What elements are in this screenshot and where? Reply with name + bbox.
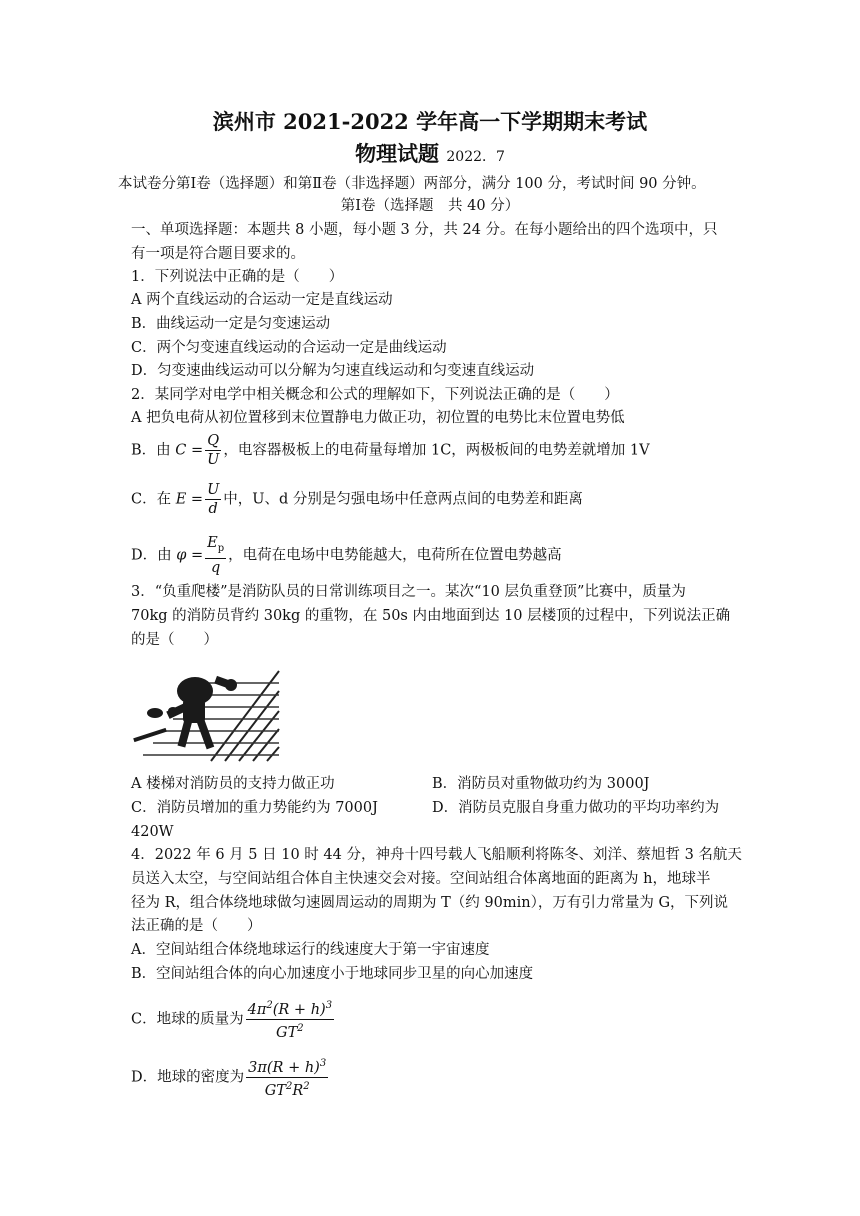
q1-option-a: A 两个直线运动的合运动一定是直线运动 — [131, 292, 393, 308]
q3-option-d-continued: 420W — [131, 824, 174, 840]
exam-title: 滨州市 2021-2022 学年高一下学期期末考试 — [212, 109, 648, 134]
q4-option-d — [131, 1055, 330, 1100]
formula-capacitance: C = — [175, 442, 204, 459]
q2-option-d-text: ，电荷在电场中电势能越大，电荷所在位置电势越高 — [228, 547, 562, 564]
q1-option-b: B．曲线运动一定是匀变速运动 — [131, 316, 331, 332]
q4-stem-line2: 员送入太空，与空间站组合体自主快速交会对接。空间站组合体离地面的距离为 h，地球半 — [131, 871, 711, 887]
q3-stem-line2: 70kg 的消防员背约 30kg 的重物，在 50s 内由地面到达 10 层楼顶的过程中，下列说法正确 — [131, 608, 731, 624]
q3-stem-line1: 3．“负重爬楼”是消防队员的日常训练项目之一。某次“10 层负重登顶”比赛中，质量为 — [131, 584, 686, 600]
q3-option-d: D．消防员克服自身重力做功的平均功率约为 — [432, 800, 720, 816]
q4-stem-line4: 法正确的是（ ） — [131, 918, 262, 934]
q2-stem: 2．某同学对电学中相关概念和公式的理解如下，下列说法正确的是（ ） — [131, 387, 619, 403]
q4-option-a: A．空间站组合体绕地球运行的线速度大于第一宇宙速度 — [131, 942, 490, 958]
q2-option-a: A 把负电荷从初位置移到末位置静电力做正功，初位置的电势比末位置电势低 — [131, 410, 625, 426]
subject-name: 物理试题 — [355, 141, 440, 166]
q3-option-a: A 楼梯对消防员的支持力做正功 — [131, 776, 335, 792]
section-title: 第Ⅰ卷（选择题 共 40 分） — [340, 198, 520, 214]
q4-option-c — [131, 997, 336, 1042]
q3-option-c: C．消防员增加的重力势能约为 7000J — [131, 800, 378, 816]
exam-date: 2022．7 — [446, 149, 505, 165]
q2-option-c — [131, 481, 583, 518]
formula-potential: φ = — [176, 547, 204, 564]
part1-instruction-line1: 一、单项选择题：本题共 8 小题，每小题 3 分，共 24 分。在每小题给出的四个选项中，只 — [131, 222, 718, 238]
q4-stem-line1: 4．2022 年 6 月 5 日 10 时 44 分，神舟十四号载人飞船顺利将陈冬、刘洋、蔡旭哲 3 名航天 — [131, 847, 742, 863]
fraction-q-over-u: $\frac{Q}{U}$ — [207, 433, 220, 468]
q4-option-b: B．空间站组合体的向心加速度小于地球同步卫星的向心加速度 — [131, 966, 534, 982]
q2-option-b-text: ，电容器极板上的电荷量每增加 1C，两极板间的电势差就增加 1V — [223, 442, 650, 459]
q4-stem-line3: 径为 R，组合体绕地球做匀速圆周运动的周期为 T（约 90min），万有引力常量为 G，下列说 — [131, 895, 729, 911]
formula-field-strength: E = — [175, 491, 204, 508]
q2-option-c-prefix: C．在 — [131, 491, 172, 508]
formula-earth-density: $\frac{3\pi(R + h)^3}{GT^2R^2}$ — [246, 1055, 328, 1100]
formula-earth-mass: $\frac{4\pi^2(R + h)^3}{GT^2}$ — [246, 997, 334, 1042]
q2-option-d — [131, 534, 562, 577]
q2-option-b-prefix: B．由 — [131, 442, 171, 459]
part1-instruction-line2: 有一项是符合题目要求的。 — [131, 246, 305, 262]
fraction-ep-over-q: $\frac{E_p}{q}$ — [207, 535, 225, 576]
q1-option-c: C．两个匀变速直线运动的合运动一定是曲线运动 — [131, 340, 447, 356]
q2-option-b — [131, 432, 650, 469]
q2-option-c-text: 中，U、d 分别是匀强电场中任意两点间的电势差和距离 — [223, 491, 583, 508]
q4-option-c-prefix: C．地球的质量为 — [131, 1011, 244, 1028]
q4-option-d-prefix: D．地球的密度为 — [131, 1069, 245, 1086]
q1-stem: 1．下列说法中正确的是（ ） — [131, 269, 344, 285]
exam-intro: 本试卷分第Ⅰ卷（选择题）和第Ⅱ卷（非选择题）两部分，满分 100 分，考试时间 90 分钟。 — [118, 176, 706, 192]
fraction-u-over-d: $\frac{U}{d}$ — [207, 482, 220, 517]
firefighter-stairs-image — [133, 663, 281, 763]
q3-stem-line3: 的是（ ） — [131, 632, 218, 648]
q1-option-d: D．匀变速曲线运动可以分解为匀速直线运动和匀变速直线运动 — [131, 363, 535, 379]
q2-option-d-prefix: D．由 — [131, 547, 172, 564]
q3-option-b: B．消防员对重物做功约为 3000J — [432, 776, 650, 792]
subject-title — [0, 138, 860, 168]
